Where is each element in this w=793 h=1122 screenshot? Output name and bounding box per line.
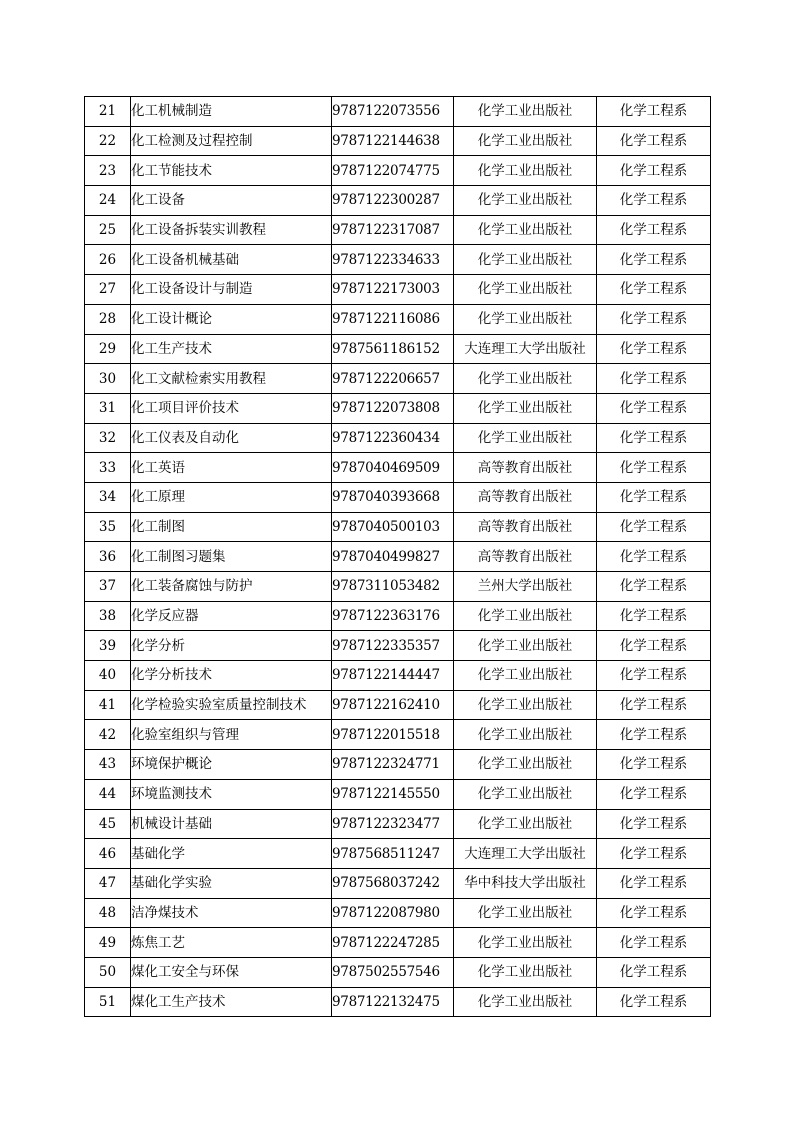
row-number: 39 <box>85 631 131 661</box>
row-number: 46 <box>85 839 131 869</box>
department-name: 化学工程系 <box>597 512 711 542</box>
department-name: 化学工程系 <box>597 572 711 602</box>
publisher-name: 化学工业出版社 <box>454 601 597 631</box>
department-name: 化学工程系 <box>597 393 711 423</box>
isbn-number: 9787122206657 <box>332 364 454 394</box>
row-number: 28 <box>85 304 131 334</box>
book-title: 基础化学实验 <box>131 868 332 898</box>
isbn-number: 9787122144447 <box>332 661 454 691</box>
table-row <box>85 215 711 245</box>
book-title: 化工装备腐蚀与防护 <box>131 572 332 602</box>
row-number: 42 <box>85 720 131 750</box>
row-number: 47 <box>85 868 131 898</box>
book-title: 化工制图习题集 <box>131 542 332 572</box>
publisher-name: 化学工业出版社 <box>454 898 597 928</box>
table-row <box>85 97 711 127</box>
isbn-number: 9787122335357 <box>332 631 454 661</box>
publisher-name: 化学工业出版社 <box>454 690 597 720</box>
book-title: 煤化工安全与环保 <box>131 957 332 987</box>
table-row <box>85 868 711 898</box>
isbn-number: 9787122323477 <box>332 809 454 839</box>
book-title: 化工设备拆装实训教程 <box>131 215 332 245</box>
isbn-number: 9787122360434 <box>332 423 454 453</box>
row-number: 24 <box>85 186 131 216</box>
publisher-name: 大连理工大学出版社 <box>454 334 597 364</box>
book-title: 基础化学 <box>131 839 332 869</box>
table-row <box>85 601 711 631</box>
table-row <box>85 750 711 780</box>
isbn-number: 9787122324771 <box>332 750 454 780</box>
book-title: 化工设备 <box>131 186 332 216</box>
publisher-name: 化学工业出版社 <box>454 275 597 305</box>
book-title: 化验室组织与管理 <box>131 720 332 750</box>
isbn-number: 9787122334633 <box>332 245 454 275</box>
row-number: 48 <box>85 898 131 928</box>
book-title: 化学检验实验室质量控制技术 <box>131 690 332 720</box>
isbn-number: 9787122087980 <box>332 898 454 928</box>
table-row <box>85 453 711 483</box>
row-number: 23 <box>85 156 131 186</box>
book-title: 机械设计基础 <box>131 809 332 839</box>
department-name: 化学工程系 <box>597 423 711 453</box>
department-name: 化学工程系 <box>597 957 711 987</box>
table-row <box>85 690 711 720</box>
table-row <box>85 631 711 661</box>
isbn-number: 9787122074775 <box>332 156 454 186</box>
publisher-name: 华中科技大学出版社 <box>454 868 597 898</box>
row-number: 35 <box>85 512 131 542</box>
publisher-name: 化学工业出版社 <box>454 393 597 423</box>
department-name: 化学工程系 <box>597 720 711 750</box>
isbn-number: 9787122317087 <box>332 215 454 245</box>
publisher-name: 化学工业出版社 <box>454 97 597 127</box>
table-row <box>85 304 711 334</box>
publisher-name: 化学工业出版社 <box>454 928 597 958</box>
department-name: 化学工程系 <box>597 275 711 305</box>
row-number: 22 <box>85 126 131 156</box>
isbn-number: 9787122173003 <box>332 275 454 305</box>
row-number: 29 <box>85 334 131 364</box>
department-name: 化学工程系 <box>597 809 711 839</box>
publisher-name: 化学工业出版社 <box>454 750 597 780</box>
department-name: 化学工程系 <box>597 364 711 394</box>
table-row <box>85 364 711 394</box>
isbn-number: 9787122116086 <box>332 304 454 334</box>
publisher-name: 化学工业出版社 <box>454 186 597 216</box>
table-row <box>85 156 711 186</box>
book-title: 化工文献检索实用教程 <box>131 364 332 394</box>
table-row <box>85 809 711 839</box>
table-row <box>85 572 711 602</box>
department-name: 化学工程系 <box>597 334 711 364</box>
isbn-number: 9787122300287 <box>332 186 454 216</box>
table-row <box>85 334 711 364</box>
row-number: 50 <box>85 957 131 987</box>
book-title: 化工英语 <box>131 453 332 483</box>
row-number: 32 <box>85 423 131 453</box>
table-row <box>85 423 711 453</box>
publisher-name: 化学工业出版社 <box>454 126 597 156</box>
row-number: 51 <box>85 987 131 1017</box>
table-row <box>85 126 711 156</box>
book-title: 化工设备设计与制造 <box>131 275 332 305</box>
row-number: 25 <box>85 215 131 245</box>
department-name: 化学工程系 <box>597 542 711 572</box>
book-title: 化学分析技术 <box>131 661 332 691</box>
book-title: 环境保护概论 <box>131 750 332 780</box>
isbn-number: 9787122162410 <box>332 690 454 720</box>
row-number: 31 <box>85 393 131 423</box>
row-number: 30 <box>85 364 131 394</box>
row-number: 37 <box>85 572 131 602</box>
table-row <box>85 987 711 1017</box>
isbn-number: 9787040393668 <box>332 482 454 512</box>
book-title: 化工仪表及自动化 <box>131 423 332 453</box>
isbn-number: 9787122247285 <box>332 928 454 958</box>
isbn-number: 9787561186152 <box>332 334 454 364</box>
table-row <box>85 839 711 869</box>
book-title: 化学分析 <box>131 631 332 661</box>
department-name: 化学工程系 <box>597 839 711 869</box>
publisher-name: 化学工业出版社 <box>454 364 597 394</box>
table-row <box>85 245 711 275</box>
publisher-name: 化学工业出版社 <box>454 809 597 839</box>
isbn-number: 9787122363176 <box>332 601 454 631</box>
isbn-number: 9787122132475 <box>332 987 454 1017</box>
book-title: 化工节能技术 <box>131 156 332 186</box>
publisher-name: 高等教育出版社 <box>454 482 597 512</box>
book-title: 化工生产技术 <box>131 334 332 364</box>
publisher-name: 化学工业出版社 <box>454 661 597 691</box>
row-number: 38 <box>85 601 131 631</box>
department-name: 化学工程系 <box>597 987 711 1017</box>
department-name: 化学工程系 <box>597 868 711 898</box>
row-number: 33 <box>85 453 131 483</box>
isbn-number: 9787122144638 <box>332 126 454 156</box>
book-title: 化工项目评价技术 <box>131 393 332 423</box>
table-row <box>85 779 711 809</box>
publisher-name: 化学工业出版社 <box>454 245 597 275</box>
isbn-number: 9787122073808 <box>332 393 454 423</box>
book-title: 环境监测技术 <box>131 779 332 809</box>
row-number: 41 <box>85 690 131 720</box>
department-name: 化学工程系 <box>597 601 711 631</box>
book-title: 化工机械制造 <box>131 97 332 127</box>
department-name: 化学工程系 <box>597 245 711 275</box>
table-row <box>85 275 711 305</box>
publisher-name: 化学工业出版社 <box>454 304 597 334</box>
isbn-number: 9787311053482 <box>332 572 454 602</box>
publisher-name: 化学工业出版社 <box>454 987 597 1017</box>
row-number: 27 <box>85 275 131 305</box>
publisher-name: 化学工业出版社 <box>454 423 597 453</box>
book-title: 煤化工生产技术 <box>131 987 332 1017</box>
department-name: 化学工程系 <box>597 215 711 245</box>
book-title: 炼焦工艺 <box>131 928 332 958</box>
publisher-name: 高等教育出版社 <box>454 542 597 572</box>
textbook-table <box>84 96 711 1017</box>
book-title: 化学反应器 <box>131 601 332 631</box>
department-name: 化学工程系 <box>597 304 711 334</box>
table-row <box>85 928 711 958</box>
row-number: 45 <box>85 809 131 839</box>
publisher-name: 化学工业出版社 <box>454 215 597 245</box>
row-number: 34 <box>85 482 131 512</box>
book-title: 化工检测及过程控制 <box>131 126 332 156</box>
department-name: 化学工程系 <box>597 156 711 186</box>
row-number: 21 <box>85 97 131 127</box>
isbn-number: 9787122145550 <box>332 779 454 809</box>
book-title: 化工原理 <box>131 482 332 512</box>
row-number: 40 <box>85 661 131 691</box>
row-number: 49 <box>85 928 131 958</box>
isbn-number: 9787502557546 <box>332 957 454 987</box>
department-name: 化学工程系 <box>597 898 711 928</box>
isbn-number: 9787122015518 <box>332 720 454 750</box>
table-row <box>85 186 711 216</box>
isbn-number: 9787568511247 <box>332 839 454 869</box>
isbn-number: 9787040469509 <box>332 453 454 483</box>
row-number: 26 <box>85 245 131 275</box>
isbn-number: 9787568037242 <box>332 868 454 898</box>
department-name: 化学工程系 <box>597 750 711 780</box>
department-name: 化学工程系 <box>597 453 711 483</box>
row-number: 44 <box>85 779 131 809</box>
department-name: 化学工程系 <box>597 97 711 127</box>
book-title: 洁净煤技术 <box>131 898 332 928</box>
table-row <box>85 542 711 572</box>
table-body <box>85 97 711 1017</box>
department-name: 化学工程系 <box>597 631 711 661</box>
table-row <box>85 957 711 987</box>
row-number: 43 <box>85 750 131 780</box>
department-name: 化学工程系 <box>597 482 711 512</box>
department-name: 化学工程系 <box>597 690 711 720</box>
isbn-number: 9787040499827 <box>332 542 454 572</box>
publisher-name: 化学工业出版社 <box>454 779 597 809</box>
department-name: 化学工程系 <box>597 186 711 216</box>
book-title: 化工设计概论 <box>131 304 332 334</box>
isbn-number: 9787122073556 <box>332 97 454 127</box>
department-name: 化学工程系 <box>597 126 711 156</box>
department-name: 化学工程系 <box>597 928 711 958</box>
publisher-name: 高等教育出版社 <box>454 453 597 483</box>
publisher-name: 化学工业出版社 <box>454 957 597 987</box>
table-row <box>85 898 711 928</box>
table-row <box>85 720 711 750</box>
table-row <box>85 512 711 542</box>
table-row <box>85 393 711 423</box>
department-name: 化学工程系 <box>597 779 711 809</box>
department-name: 化学工程系 <box>597 661 711 691</box>
book-title: 化工制图 <box>131 512 332 542</box>
publisher-name: 化学工业出版社 <box>454 631 597 661</box>
publisher-name: 化学工业出版社 <box>454 156 597 186</box>
row-number: 36 <box>85 542 131 572</box>
publisher-name: 高等教育出版社 <box>454 512 597 542</box>
table-row <box>85 661 711 691</box>
publisher-name: 大连理工大学出版社 <box>454 839 597 869</box>
isbn-number: 9787040500103 <box>332 512 454 542</box>
book-title: 化工设备机械基础 <box>131 245 332 275</box>
publisher-name: 化学工业出版社 <box>454 720 597 750</box>
table-row <box>85 482 711 512</box>
publisher-name: 兰州大学出版社 <box>454 572 597 602</box>
